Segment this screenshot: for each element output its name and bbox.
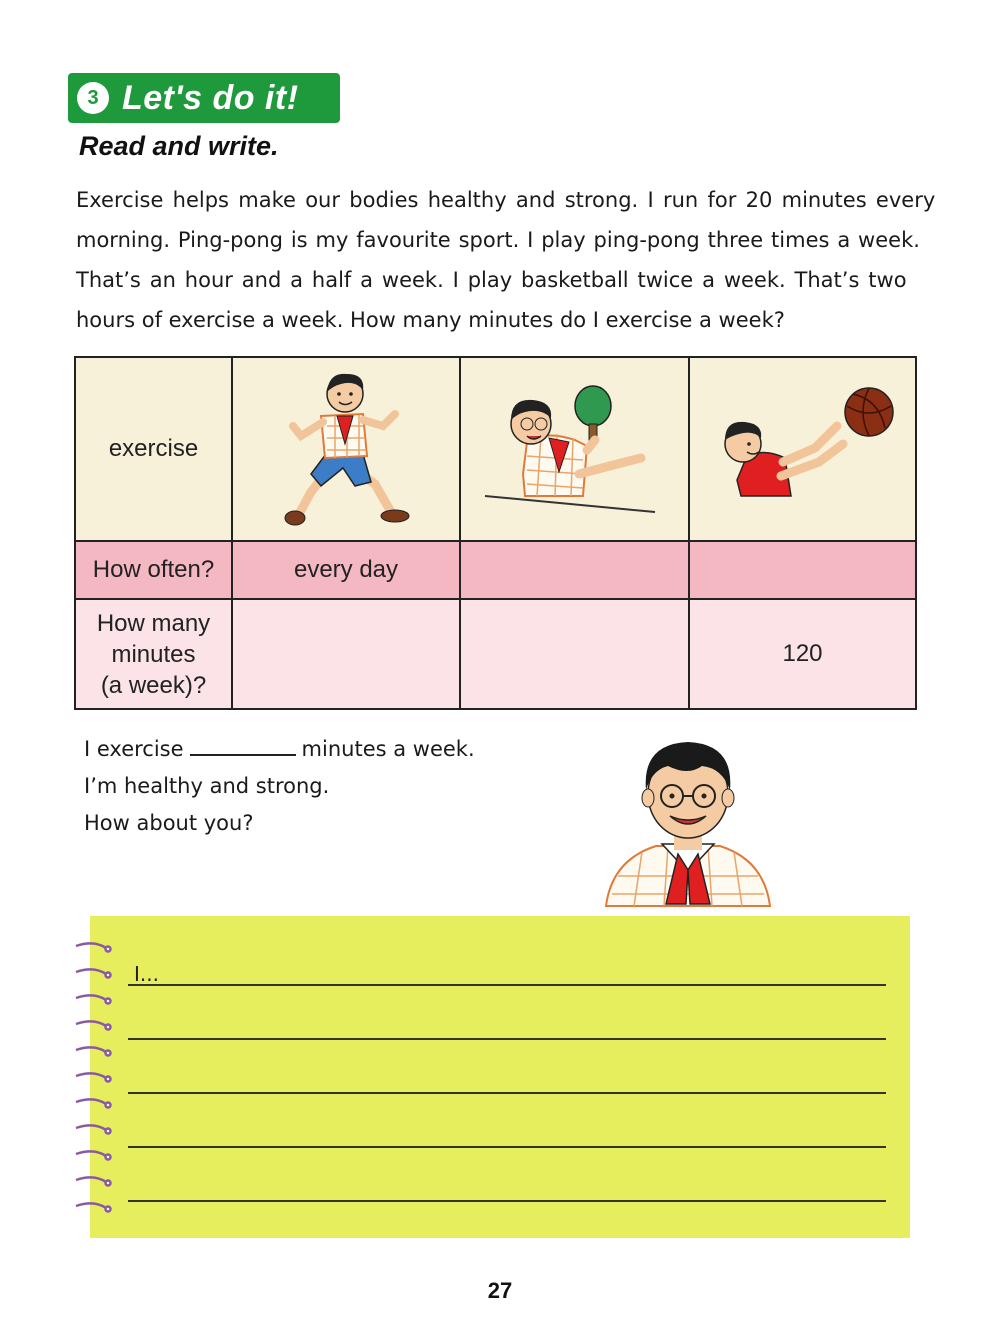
exercise-table xyxy=(74,356,917,710)
answer-sentences xyxy=(84,731,475,842)
sentence-1-start: I exercise xyxy=(84,737,184,761)
minutes-row xyxy=(76,600,915,708)
section-title: Let's do it! xyxy=(122,78,299,117)
how-often-row xyxy=(76,542,915,600)
exercise-header-cell: exercise xyxy=(76,358,233,542)
passage-line: morning. Ping-pong is my favourite sport. I play ping-pong three times a week. xyxy=(76,228,920,252)
minutes-label-line: minutes xyxy=(111,640,196,668)
writing-line[interactable] xyxy=(128,984,886,986)
sentence-1-end: minutes a week. xyxy=(301,737,475,761)
minutes-label xyxy=(76,600,233,708)
instruction-heading: Read and write. xyxy=(79,131,279,161)
smiling-boy-illustration xyxy=(598,736,778,910)
section-header xyxy=(68,73,340,123)
passage-line: hours of exercise a week. How many minutes do I exercise a week? xyxy=(76,308,785,332)
writing-line[interactable] xyxy=(128,1146,886,1148)
answer-blank[interactable] xyxy=(190,736,296,756)
writing-notepad xyxy=(90,916,910,1238)
spiral-binding-icon xyxy=(72,938,116,1228)
sentence-2: I’m healthy and strong. xyxy=(84,774,330,798)
how-often-label: How often? xyxy=(76,542,233,600)
sentence-3: How about you? xyxy=(84,811,254,835)
pingpong-picture-cell xyxy=(461,358,690,542)
writing-line[interactable] xyxy=(128,1092,886,1094)
sentence-1 xyxy=(84,731,475,768)
minutes-basketball: 120 xyxy=(782,640,823,667)
passage-line: That’s an hour and a half a week. I play basketball twice a week. That’s two xyxy=(76,268,907,292)
reading-passage xyxy=(76,180,936,340)
minutes-label-line: (a week)? xyxy=(100,671,207,699)
running-boy-illustration xyxy=(271,364,421,534)
how-often-basketball[interactable] xyxy=(690,542,915,600)
running-picture-cell xyxy=(233,358,461,542)
basketball-boy-illustration xyxy=(703,364,903,534)
writing-line[interactable] xyxy=(128,1038,886,1040)
minutes-running[interactable] xyxy=(233,600,461,708)
notepad-start-text: I... xyxy=(134,962,159,986)
how-often-running: every day xyxy=(233,542,461,600)
section-number: 3 xyxy=(77,82,109,114)
pingpong-boy-illustration xyxy=(475,364,675,534)
page-number: 27 xyxy=(487,1278,513,1303)
basketball-picture-cell xyxy=(690,358,915,542)
minutes-pingpong[interactable] xyxy=(461,600,690,708)
how-often-pingpong[interactable] xyxy=(461,542,690,600)
writing-line[interactable] xyxy=(128,1200,886,1202)
picture-row xyxy=(76,358,915,542)
passage-line: Exercise helps make our bodies healthy and strong. I run for 20 minutes every xyxy=(76,188,936,212)
minutes-label-line: How many xyxy=(96,609,211,637)
